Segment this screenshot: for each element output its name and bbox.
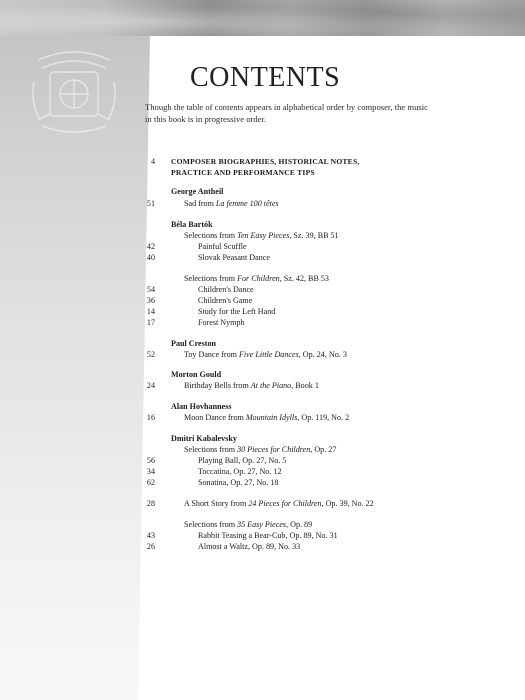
toc-piece-title: Rabbit Teasing a Bear-Cub, Op. 89, No. 31 (198, 531, 338, 540)
toc-work-title: At the Piano (250, 381, 292, 390)
toc-page-number: 16 (146, 413, 155, 422)
toc-piece-title: Moon Dance from Mountain Idylls, Op. 119, No. 2 (184, 413, 350, 422)
toc-piece-title: Selections from 30 Pieces for Children, Op. 27 (184, 445, 337, 454)
toc-work-title: 30 Pieces for Children (237, 445, 311, 454)
toc-composer-name: George Antheil (171, 187, 224, 196)
toc-composer-name: Alan Hovhanness (171, 402, 232, 411)
toc-piece-title: Birthday Bells from At the Piano, Book 1 (184, 381, 319, 390)
toc-page-number: 43 (146, 531, 155, 540)
publisher-seal-emblem (28, 42, 120, 138)
toc-page-number: 26 (146, 542, 155, 551)
toc-page-number: 28 (146, 499, 155, 508)
toc-work-title: Five Little Dances (238, 350, 299, 359)
toc-section-heading: COMPOSER BIOGRAPHIES, HISTORICAL NOTES, (171, 157, 360, 166)
toc-composer-name: Paul Creston (171, 339, 217, 348)
toc-piece-title: Children's Game (198, 296, 253, 305)
toc-work-title: 35 Easy Pieces (237, 520, 287, 529)
toc-piece-title: Painful Scuffle (198, 242, 247, 251)
toc-piece-title: Playing Ball, Op. 27, No. 5 (198, 456, 287, 465)
toc-page-number: 40 (146, 253, 155, 262)
toc-piece-title: Forest Nymph (198, 318, 245, 327)
toc-piece-title: Slovak Peasant Dance (198, 253, 270, 262)
toc-work-title: Mountain Idylls (245, 413, 298, 422)
intro-line: Though the table of contents appears in alphabetical order by composer, the music (145, 102, 428, 112)
toc-piece-title: Sad from La femme 100 têtes (184, 199, 279, 208)
toc-piece-title: Selections from 35 Easy Pieces, Op. 89 (184, 520, 313, 529)
toc-piece-title: Sonatina, Op. 27, No. 18 (198, 478, 279, 487)
toc-page-number: 62 (146, 478, 155, 487)
toc-piece-title: Study for the Left Hand (198, 307, 276, 316)
toc-page-number: 4 (150, 157, 155, 166)
toc-page-number: 54 (146, 285, 155, 294)
toc-piece-title: Selections from Ten Easy Pieces, Sz. 39, BB 51 (184, 231, 339, 240)
header-texture-band (0, 0, 525, 36)
toc-piece-title: Children's Dance (198, 285, 254, 294)
toc-section-heading: PRACTICE AND PERFORMANCE TIPS (171, 168, 315, 177)
intro-paragraph (145, 101, 475, 125)
toc-work-title: La femme 100 têtes (215, 199, 279, 208)
toc-composer-name: Morton Gould (171, 370, 222, 379)
toc-page-number: 52 (146, 350, 155, 359)
toc-work-title: For Children (237, 274, 280, 283)
toc-page-number: 56 (146, 456, 155, 465)
intro-line: in this book is in progressive order. (145, 114, 267, 124)
toc-page-number: 42 (146, 242, 155, 251)
toc-composer-name: Dmitri Kabalevsky (171, 434, 237, 443)
toc-page-number: 24 (146, 381, 155, 390)
toc-work-title: 24 Pieces for Children (248, 499, 322, 508)
toc-composer-name: Béla Bartók (171, 220, 213, 229)
toc-work-title: Ten Easy Pieces (237, 231, 290, 240)
toc-page-number: 17 (146, 318, 155, 327)
toc-page-number: 14 (146, 307, 155, 316)
toc-page-number: 51 (146, 199, 155, 208)
toc-piece-title: Toccatina, Op. 27, No. 12 (198, 467, 282, 476)
toc-piece-title: Selections from For Children, Sz. 42, BB 53 (184, 274, 329, 283)
toc-piece-title: Almost a Waltz, Op. 89, No. 33 (198, 542, 301, 551)
toc-piece-title: Toy Dance from Five Little Dances, Op. 24, No. 3 (184, 350, 347, 359)
page-title: CONTENTS (190, 62, 341, 93)
toc-piece-title: A Short Story from 24 Pieces for Children, Op. 39, No. 22 (184, 499, 374, 508)
toc-page-number: 34 (146, 467, 155, 476)
toc-page-number: 36 (146, 296, 155, 305)
